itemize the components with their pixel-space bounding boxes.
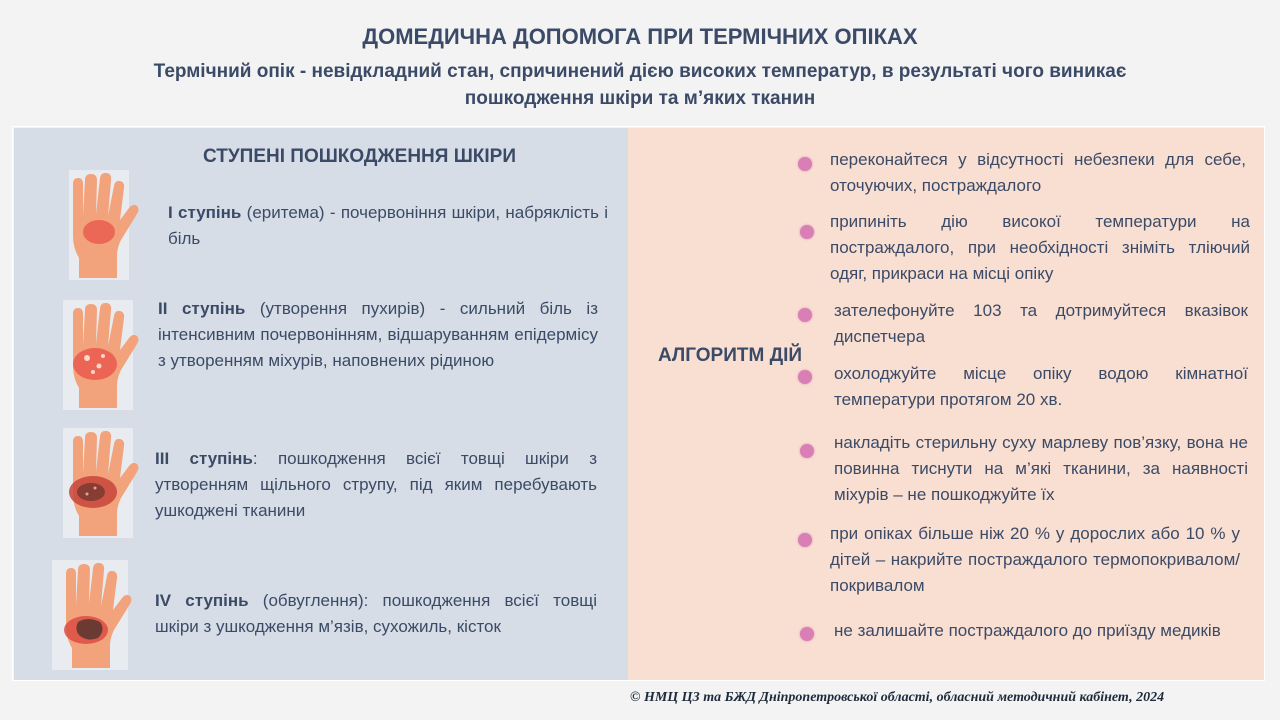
degree-4-label: IV ступінь <box>155 591 249 610</box>
step-7-bullet-icon <box>800 627 814 641</box>
degree-1-label: I ступінь <box>168 203 242 222</box>
hand-first-degree-icon <box>55 170 141 280</box>
step-2-text: припиніть дію високої температури на постраждалого, при необхідності зніміть тліючий одяг, прикраси на місці опіку <box>830 212 1250 283</box>
step-7-text: не залишайте постраждалого до приїзду медиків <box>834 621 1221 640</box>
hand-second-degree-icon <box>55 300 141 410</box>
step-3-text: зателефонуйте 103 та дотримуйтеся вказівок диспетчера <box>834 301 1248 346</box>
step-1-bullet-icon <box>798 157 812 171</box>
subtitle-line-1: Термічний опік - невідкладний стан, спричинений дією високих температур, в результаті чого виникає <box>153 61 1127 82</box>
degree-1-description: (еритема) - почервоніння шкіри, набряклість і біль <box>168 203 608 248</box>
degree-4-text <box>155 588 597 640</box>
degree-3-label: III ступінь <box>155 449 253 468</box>
step-4-text: охолоджуйте місце опіку водою кімнатної температури протягом 20 хв. <box>834 364 1248 409</box>
degree-4-description: (обвуглення): пошкодження всієї товщі шкіри з ушкодження м’язів, сухожиль, кісток <box>155 591 597 636</box>
copyright-footer: © НМЦ ЦЗ та БЖД Дніпропетровської області, обласний методичний кабінет, 2024 <box>630 690 1165 705</box>
degree-3-description: : пошкодження всієї товщі шкіри з утворенням щільного струпу, під яким перебувають ушкоджені тканини <box>155 449 597 520</box>
step-5-text: накладіть стерильну суху марлеву пов’язку, вона не повинна тиснути на м’які тканини, за наявності міхурів – не пошкоджуйте їх <box>834 433 1248 504</box>
degree-2-text <box>158 296 598 374</box>
step-6-bullet-icon <box>798 533 812 547</box>
step-3-bullet-icon <box>798 308 812 322</box>
degree-2-label: II ступінь <box>158 299 246 318</box>
hand-fourth-degree-icon <box>48 560 134 670</box>
step-2-bullet-icon <box>800 225 814 239</box>
page-subtitle <box>90 58 1190 112</box>
degrees-heading: СТУПЕНІ ПОШКОДЖЕННЯ ШКІРИ <box>203 146 516 167</box>
degree-1-text <box>168 200 608 252</box>
subtitle-line-2: пошкодження шкіри та м’яких тканин <box>464 88 816 109</box>
page-title: ДОМЕДИЧНА ДОПОМОГА ПРИ ТЕРМІЧНИХ ОПІКАХ <box>362 24 918 49</box>
step-4-bullet-icon <box>798 370 812 384</box>
algorithm-title: АЛГОРИТМ ДІЙ <box>657 345 803 366</box>
degree-2-description: (утворення пухирів) - сильний біль із інтенсивним почервонінням, відшаруванням епідермісу з утворенням міхурів, наповнених рідиною <box>158 299 598 370</box>
hand-third-degree-icon <box>55 428 141 538</box>
step-6-text: при опіках більше ніж 20 % у дорослих або 10 % у дітей – накрийте постраждалого термопокривалом/покривалом <box>830 524 1240 595</box>
degree-3-text <box>155 446 597 524</box>
step-5-bullet-icon <box>800 444 814 458</box>
step-1-text: переконайтеся у відсутності небезпеки для себе, оточуючих, постраждалого <box>830 150 1246 195</box>
